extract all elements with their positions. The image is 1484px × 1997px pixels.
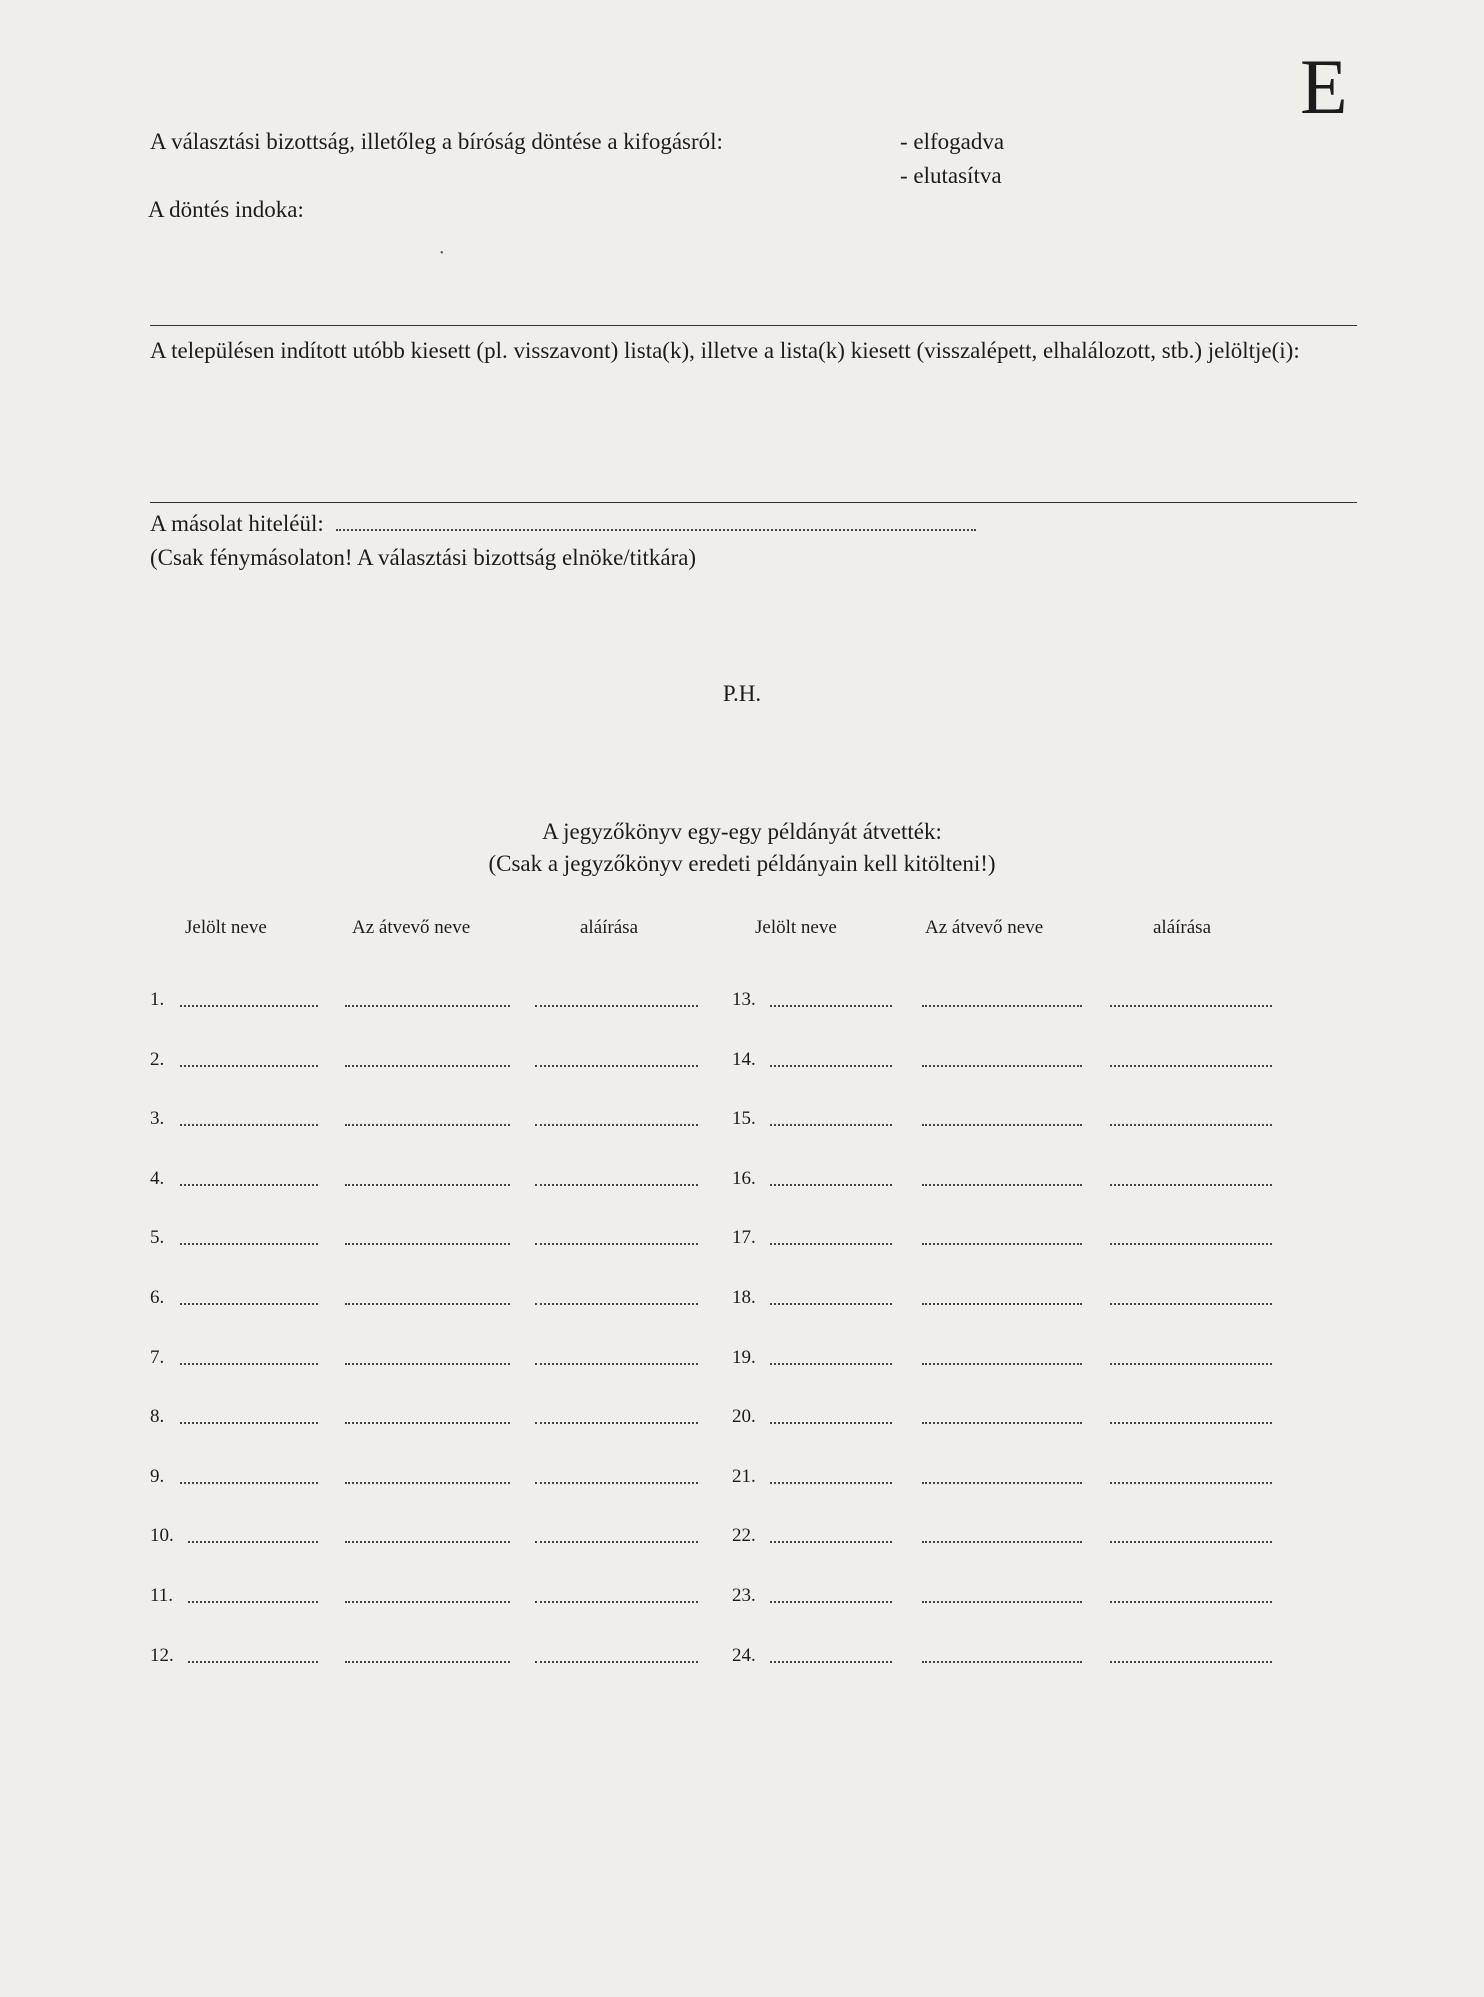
signature-field[interactable]: [535, 1243, 698, 1245]
table-row: [150, 1462, 710, 1490]
candidate-name-field[interactable]: [770, 1541, 892, 1543]
col-header-candidate-left: Jelölt neve: [185, 917, 267, 938]
signature-field[interactable]: [535, 1065, 698, 1067]
divider-1: [150, 325, 1357, 326]
recipient-name-field[interactable]: [345, 1065, 510, 1067]
signature-field[interactable]: [1110, 1243, 1272, 1245]
recipient-name-field[interactable]: [345, 1541, 510, 1543]
row-number: 19.: [732, 1346, 756, 1368]
row-number: 14.: [732, 1048, 756, 1070]
recipient-name-field[interactable]: [922, 1005, 1082, 1007]
signature-field[interactable]: [535, 1363, 698, 1365]
row-number: 18.: [732, 1287, 756, 1308]
col-header-recipient-right: Az átvevő neve: [925, 917, 1044, 938]
table-row: [732, 1521, 1292, 1549]
recipient-name-field[interactable]: [922, 1661, 1082, 1663]
table-row: [150, 1581, 710, 1609]
row-number: 7.: [150, 1346, 165, 1368]
signature-field[interactable]: [535, 1482, 698, 1484]
signature-field[interactable]: [1110, 1005, 1272, 1007]
recipient-name-field[interactable]: [345, 1184, 510, 1186]
recipient-name-field[interactable]: [922, 1363, 1082, 1365]
signature-field[interactable]: [1110, 1541, 1272, 1543]
table-row: [150, 1521, 710, 1549]
signature-field[interactable]: [535, 1601, 698, 1603]
candidate-name-field[interactable]: [180, 1005, 318, 1007]
row-number: 9.: [150, 1465, 165, 1487]
row-number: 17.: [732, 1227, 756, 1249]
dropped-candidates-text: A településen indított utóbb kiesett (pl. visszavont) lista(k), illetve a lista(k) kiesett (visszalépett, elhalálozott, stb.) jelöltje(i):: [150, 338, 1300, 363]
row-number: 15.: [732, 1108, 756, 1130]
recipient-name-field[interactable]: [922, 1422, 1082, 1424]
candidate-name-field[interactable]: [770, 1243, 892, 1245]
candidate-name-field[interactable]: [188, 1541, 318, 1543]
candidate-name-field[interactable]: [180, 1363, 318, 1365]
recipient-name-field[interactable]: [345, 1661, 510, 1663]
row-number: 10.: [150, 1525, 174, 1547]
table-row: [150, 985, 710, 1013]
row-number: 2.: [150, 1048, 165, 1070]
receipt-subtitle: (Csak a jegyzőkönyv eredeti példányain kell kitölteni!): [488, 851, 996, 876]
recipient-name-field[interactable]: [922, 1303, 1082, 1305]
table-row: [150, 1641, 710, 1669]
section-letter: E: [1300, 43, 1348, 130]
row-number: 12.: [150, 1644, 174, 1666]
candidate-name-field[interactable]: [180, 1124, 318, 1126]
candidate-name-field[interactable]: [180, 1482, 318, 1484]
stamp-placeholder: P.H.: [722, 681, 762, 706]
table-row: [732, 1223, 1292, 1251]
signature-field[interactable]: [1110, 1363, 1272, 1365]
candidate-name-field[interactable]: [180, 1243, 318, 1245]
candidate-name-field[interactable]: [188, 1661, 318, 1663]
col-header-signature-left: aláírása: [580, 917, 639, 938]
row-number: 5.: [150, 1227, 165, 1249]
row-number: 4.: [150, 1167, 165, 1189]
candidate-name-field[interactable]: [770, 1601, 892, 1603]
table-row: [732, 1164, 1292, 1192]
recipient-name-field[interactable]: [922, 1184, 1082, 1186]
candidate-name-field[interactable]: [770, 1184, 892, 1186]
signature-field[interactable]: [535, 1303, 698, 1305]
signature-field[interactable]: [535, 1124, 698, 1126]
signature-field[interactable]: [1110, 1184, 1272, 1186]
divider-2: [150, 502, 1357, 503]
table-row: [150, 1343, 710, 1371]
signature-field[interactable]: [1110, 1065, 1272, 1067]
row-number: 1.: [150, 989, 165, 1010]
recipient-name-field[interactable]: [345, 1601, 510, 1603]
row-number: 23.: [732, 1585, 756, 1606]
recipient-name-field[interactable]: [922, 1482, 1082, 1484]
recipient-name-field[interactable]: [922, 1541, 1082, 1543]
candidate-name-field[interactable]: [180, 1184, 318, 1186]
reason-label: A döntés indoka:: [148, 197, 304, 222]
table-row: [732, 1462, 1292, 1490]
decision-label: A választási bizottság, illetőleg a bíróság döntése a kifogásról:: [150, 129, 723, 154]
option-rejected: - elutasítva: [900, 163, 1002, 188]
signature-field[interactable]: [1110, 1303, 1272, 1305]
candidate-name-field[interactable]: [770, 1065, 892, 1067]
table-row: [732, 1045, 1292, 1073]
table-row: [732, 1104, 1292, 1132]
signature-field[interactable]: [535, 1005, 698, 1007]
candidate-name-field[interactable]: [770, 1422, 892, 1424]
table-row: [150, 1104, 710, 1132]
row-number: 20.: [732, 1406, 756, 1428]
signature-field[interactable]: [535, 1541, 698, 1543]
signature-field[interactable]: [1110, 1422, 1272, 1424]
row-number: 13.: [732, 989, 756, 1010]
candidate-name-field[interactable]: [770, 1482, 892, 1484]
candidate-name-field[interactable]: [180, 1303, 318, 1305]
certification-note: (Csak fénymásolaton! A választási bizottság elnöke/titkára): [150, 545, 697, 570]
candidate-name-field[interactable]: [770, 1661, 892, 1663]
col-header-candidate-right: Jelölt neve: [755, 917, 837, 938]
recipient-name-field[interactable]: [345, 1005, 510, 1007]
row-number: 24.: [732, 1644, 756, 1666]
certification-dotted-line: [336, 529, 976, 531]
signature-field[interactable]: [535, 1661, 698, 1663]
row-number: 8.: [150, 1406, 165, 1428]
certification-label: A másolat hiteléül:: [150, 511, 324, 536]
table-row: [732, 1641, 1292, 1669]
recipient-name-field[interactable]: [345, 1303, 510, 1305]
col-header-recipient-left: Az átvevő neve: [352, 917, 471, 938]
candidate-name-field[interactable]: [770, 1363, 892, 1365]
recipient-name-field[interactable]: [345, 1422, 510, 1424]
recipient-name-field[interactable]: [345, 1363, 510, 1365]
scan-speck: •: [440, 248, 444, 259]
table-row: [150, 1283, 710, 1311]
recipient-name-field[interactable]: [922, 1243, 1082, 1245]
row-number: 22.: [732, 1525, 756, 1547]
candidate-name-field[interactable]: [180, 1065, 318, 1067]
recipient-name-field[interactable]: [345, 1243, 510, 1245]
recipient-name-field[interactable]: [922, 1065, 1082, 1067]
col-header-signature-right: aláírása: [1153, 917, 1212, 938]
candidate-name-field[interactable]: [188, 1601, 318, 1603]
table-row: [732, 1402, 1292, 1430]
table-row: [150, 1402, 710, 1430]
candidate-name-field[interactable]: [770, 1303, 892, 1305]
receipt-title: A jegyzőkönyv egy-egy példányát átvették:: [542, 819, 942, 844]
option-accepted: - elfogadva: [900, 129, 1005, 154]
signature-field[interactable]: [1110, 1124, 1272, 1126]
table-row: [732, 985, 1292, 1013]
recipient-name-field[interactable]: [345, 1124, 510, 1126]
signature-field[interactable]: [1110, 1601, 1272, 1603]
candidate-name-field[interactable]: [180, 1422, 318, 1424]
table-row: [150, 1164, 710, 1192]
table-row: [150, 1045, 710, 1073]
recipient-name-field[interactable]: [922, 1124, 1082, 1126]
row-number: 6.: [150, 1287, 165, 1308]
signature-field[interactable]: [1110, 1482, 1272, 1484]
candidate-name-field[interactable]: [770, 1005, 892, 1007]
recipient-name-field[interactable]: [922, 1601, 1082, 1603]
table-row: [732, 1581, 1292, 1609]
signature-field[interactable]: [535, 1184, 698, 1186]
certification-row: [150, 510, 976, 538]
table-row: [732, 1343, 1292, 1371]
row-number: 3.: [150, 1108, 165, 1130]
signature-field[interactable]: [1110, 1661, 1272, 1663]
row-number: 16.: [732, 1167, 756, 1189]
table-row: [732, 1283, 1292, 1311]
recipient-name-field[interactable]: [345, 1482, 510, 1484]
table-row: [150, 1223, 710, 1251]
row-number: 21.: [732, 1465, 756, 1487]
row-number: 11.: [150, 1585, 174, 1606]
candidate-name-field[interactable]: [770, 1124, 892, 1126]
signature-field[interactable]: [535, 1422, 698, 1424]
